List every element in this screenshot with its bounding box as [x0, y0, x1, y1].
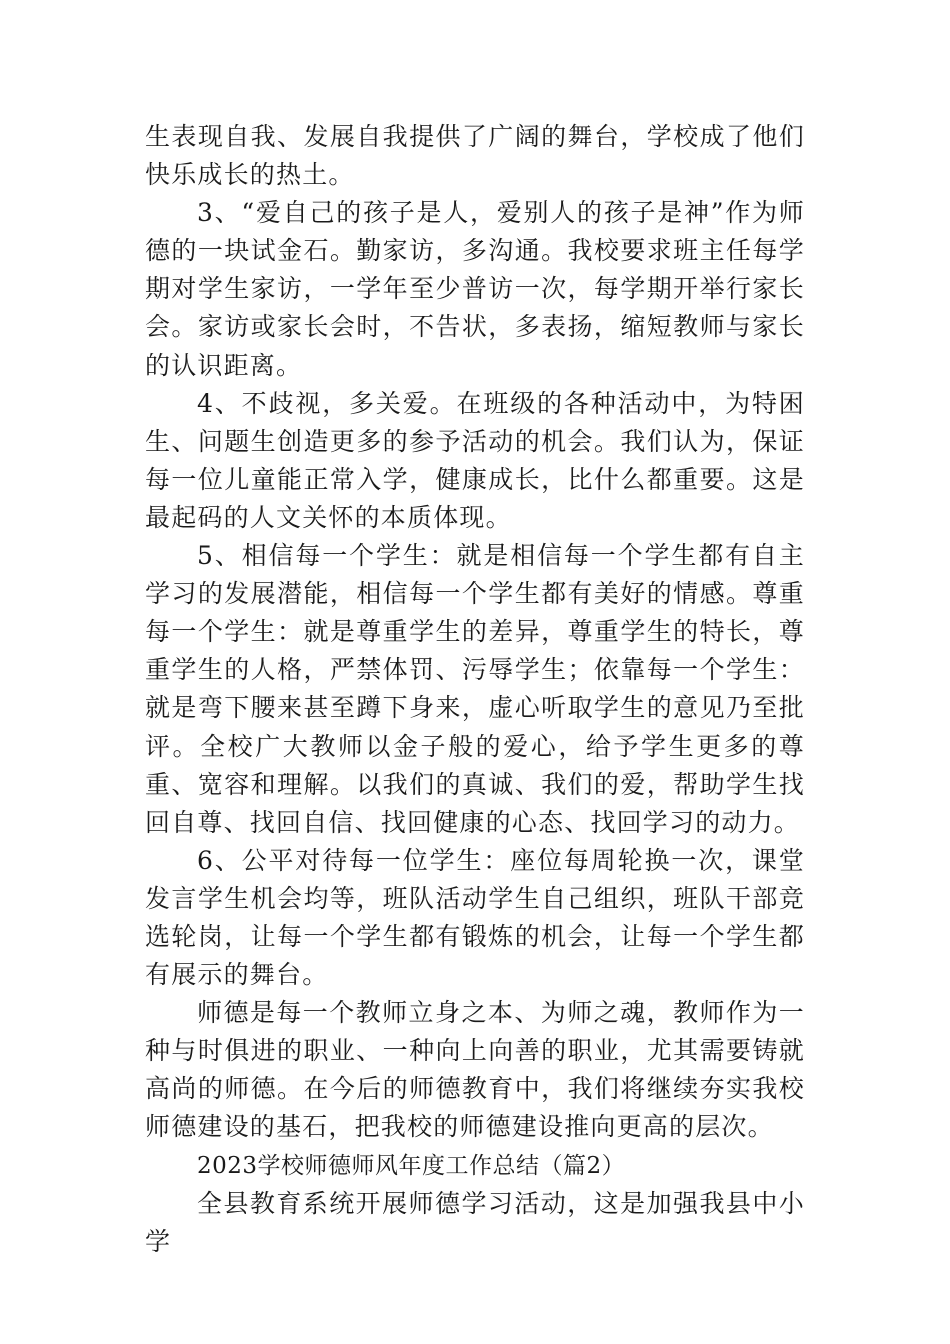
paragraph-item-5: 5、相信每一个学生：就是相信每一个学生都有自主学习的发展潜能，相信每一个学生都有美好的情感。尊重每一个学生：就是尊重学生的差异，尊重学生的特长，尊重学生的人格，严禁体罚、污辱学生；依靠每一个学生：就是弯下腰来甚至蹲下身来，虚心听取学生的意见乃至批评。全校广大教师以金子般的爱心，给予学生更多的尊重、宽容和理解。以我们的真诚、我们的爱，帮助学生找回自尊、找回自信、找回健康的心态、找回学习的动力。: [145, 541, 805, 837]
paragraph-continuation: 生表现自我、发展自我提供了广阔的舞台，学校成了他们快乐成长的热土。: [145, 122, 805, 190]
section-heading: 2023学校师德师风年度工作总结（篇2）: [197, 1152, 626, 1179]
paragraph-item-3: 3、“爱自己的孩子是人，爱别人的孩子是神”作为师德的一块试金石。勤家访，多沟通。我校要求班主任每学期对学生家访，一学年至少普访一次，每学期开举行家长会。家访或家长会时，不告状，多表扬，缩短教师与家长的认识距离。: [145, 198, 805, 380]
paragraph-conclusion: 师德是每一个教师立身之本、为师之魂，教师作为一种与时俱进的职业、一种向上向善的职业，尤其需要铸就高尚的师德。在今后的师德教育中，我们将继续夯实我校师德建设的基石，把我校的师德建设推向更高的层次。: [145, 998, 805, 1142]
paragraph-item-6: 6、公平对待每一位学生：座位每周轮换一次，课堂发言学生机会均等，班队活动学生自己组织，班队干部竞选轮岗，让每一个学生都有锻炼的机会，让每一个学生都有展示的舞台。: [145, 845, 805, 990]
document-body: [145, 118, 805, 1261]
paragraph-intro: 全县教育系统开展师德学习活动，这是加强我县中小学: [145, 1188, 805, 1256]
paragraph-item-4: 4、不歧视，多关爱。在班级的各种活动中，为特困生、问题生创造更多的参予活动的机会。我们认为，保证每一位儿童能正常入学，健康成长，比什么都重要。这是最起码的人文关怀的本质体现。: [145, 388, 805, 532]
